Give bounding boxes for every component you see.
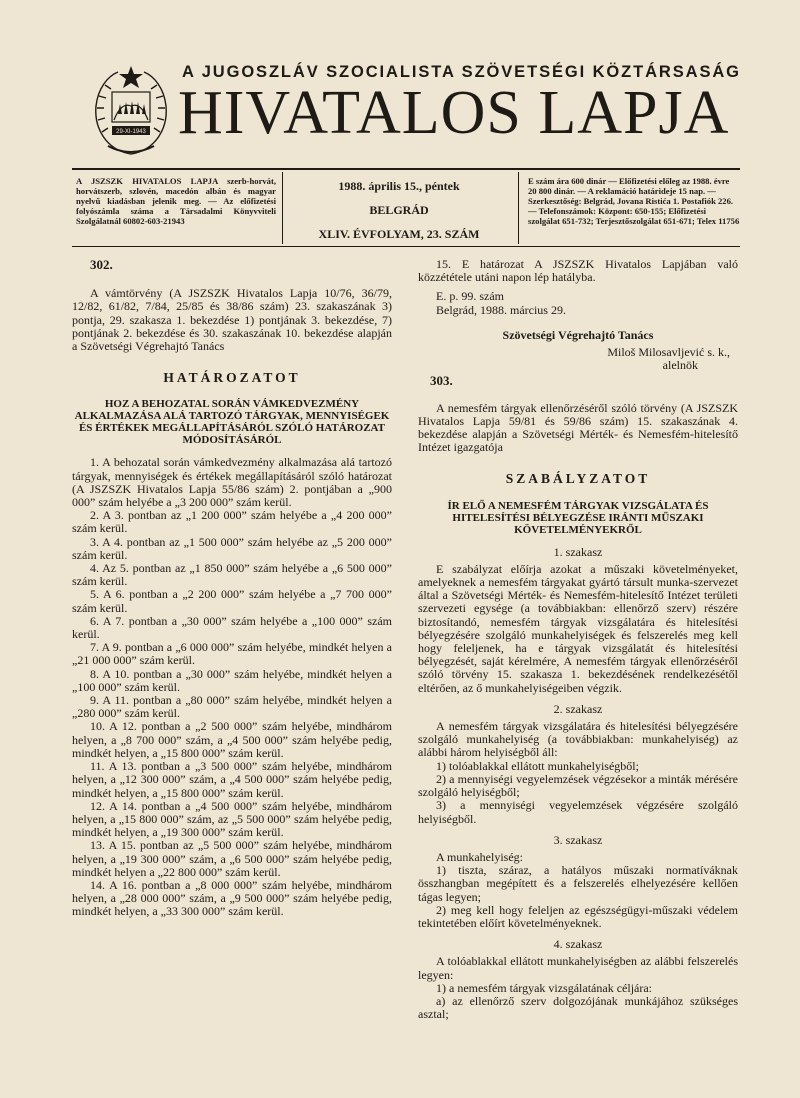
decree-heading: HATÁROZATOT: [163, 370, 301, 386]
decree-paragraph: 7. A 9. pontban a „6 000 000” szám helyébe, mindkét helyen a „21 000 000” szám kerül.: [72, 640, 392, 668]
issue-volume: XLIV. ÉVFOLYAM, 23. SZÁM: [318, 227, 480, 241]
section-title: 1. szakasz: [553, 544, 603, 559]
divider: [518, 172, 519, 244]
decree-intro: A vámtörvény (A JSZSZK Hivatalos Lapja 10/76, 36/79, 12/82, 61/82, 7/84, 25/85 és 38/86 szám) 23. szakaszának 3) pontja, 29. szakasza 1. bekezdése 1) pontjának 3. bekezdése, 7) pontjának 2. bekezdése és 30. szakaszának 10. bekezdése alapján a Szövetségi Végrehajtó Tanács: [72, 286, 392, 354]
decree-paragraph: 11. A 13. pontban a „3 500 000” szám helyébe, mindhárom helyen, a „12 300 000” szám, a „4 500 000” szám helyébe pedig, mindkét helyen, a „15 800 000” szám kerül.: [72, 759, 392, 800]
decree-paragraph: 2. A 3. pontban az „1 200 000” szám helyébe a „4 200 000” szám kerül.: [72, 508, 392, 536]
price-info: E szám ára 600 dinár — Előfizetési előleg az 1988. évre 20 800 dinár. — A reklamáció határideje 15 nap. — Szerkesztőség: Belgrád, Jovana Ristića 1. Postafiók 226. — Telefonszámok: Központ: 650-155; Előfizetési szolgálat 651-732; Terjesztőszolgálat 651-671; Telex 11756: [528, 176, 740, 226]
list-item: 3) a mennyiségi vegyelemzések végzésére szolgáló helyiségből.: [418, 798, 738, 826]
decree-number: 302.: [90, 257, 113, 272]
page-title: HIVATALOS LAPJA: [178, 79, 730, 147]
decree-paragraph: 6. A 7. pontban a „30 000” szám helyébe a „100 000” szám kerül.: [72, 613, 392, 642]
decree-paragraph: 4. Az 5. pontban az „1 850 000” szám helyébe a „6 500 000” szám kerül.: [72, 561, 392, 589]
list-item: 1) tolóablakkal ellátott munkahelyiségből;: [436, 758, 639, 773]
divider: [282, 172, 283, 244]
section-text: A nemesfém tárgyak vizsgálatára és hitelesítési bélyegzésére szolgáló munkahelyiség (a továbbiakban: munkahelyiség) az alábbi három helyiségből áll:: [418, 719, 738, 760]
section-title: 2. szakasz: [553, 701, 603, 716]
decree-paragraph: 13. A 15. pontban az „5 500 000” szám helyébe, mindhárom helyen, a „19 300 000” szám, a „6 500 000” szám helyébe pedig, mindkét helyen a „22 800 000” szám kerül.: [72, 838, 392, 879]
list-item: 2) meg kell hogy feleljen az egészségügyi-műszaki védelem tekintetében előírt követelményeknek.: [418, 902, 738, 930]
publication-info: A JSZSZK HIVATALOS LAPJA szerb-horvát, horvátszerb, szlovén, macedón albán és magyar nyelvű kiadásban jelenik meg. — Az előfizetési folyószámla száma a Társadalmi Könyvviteli Szolgálatnál 60802-603-21943: [76, 176, 276, 226]
section-text: E szabályzat előírja azokat a műszaki követelményeket, amelyeknek a nemesfém tárgyakat gyártó társult munka-szervezet által a Szövetségi Mérték- és Nemesfém-hitelesítő Intézet területi szervezeti egysége (a továbbiakban: ellenőrző szerv) részére biztosítandó, nemesfém tárgyak vizsgálatára és hitelesítési bélyegzésére szolgáló munkahelyiségek és felszerelés meg kell hogy feleljenek, ha e tárgyak vizsgálatát és hitelesítési bélyegzését, saját kérelmére, A nemesfém tárgyak ellenőrzéséről szóló törvény 15. szakasza 1. bekezdésének rendelkezésétől eltérően, az ő munkahelyiségeiben végzik.: [418, 561, 738, 695]
section-text: A tolóablakkal ellátott munkahelyiségben az alábbi felszerelés legyen:: [418, 954, 738, 982]
emblem-date: 29-XI-1943: [116, 129, 146, 135]
list-item: a) az ellenőrző szerv dolgozójának munkájához szükséges asztal;: [418, 993, 738, 1022]
decree-paragraph: 1. A behozatal során vámkedvezmény alkalmazása alá tartozó tárgyak, mennyiségek és értékek megállapításáról szóló határozat (A JSZSZK Hivatalos Lapja 55/86 szám) 2. pontjában a „900 000” szám helyébe a „3 200 000” szám kerül.: [72, 455, 392, 510]
list-item: 1) tiszta, száraz, a hatályos műszaki normatíváknak összhangban megépített és a felszerelés elhelyezésére kellően tágas legyen;: [418, 863, 738, 904]
place-date: Belgrád, 1988. március 29.: [436, 302, 566, 317]
header-rule-top: [72, 168, 740, 170]
issue-info: [290, 180, 508, 240]
decree-subheading: HOZ A BEHOZATAL SORÁN VÁMKEDVEZMÉNY ALKALMAZÁSA ALÁ TARTOZÓ TÁRGYAK, MENNYISÉGEK ÉS ÉRTÉKEK MEGÁLLAPÍTÁSÁRÓL SZÓLÓ HATÁROZAT MÓDOSÍTÁSÁRÓL: [74, 398, 390, 447]
regulation-number: 303.: [430, 373, 453, 389]
decree-paragraph: 15. E határozat A JSZSZK Hivatalos Lapjában való közzététele utáni napon lép hatályba.: [418, 257, 738, 285]
section-title: 3. szakasz: [553, 832, 603, 847]
decree-paragraph: 5. A 6. pontban a „2 200 000” szám helyébe a „7 700 000” szám kerül.: [72, 587, 392, 615]
regulation-heading: SZABÁLYZATOT: [505, 471, 651, 487]
issue-city: BELGRÁD: [369, 203, 429, 217]
signer-name: Miloš Milosavljević s. k.,: [607, 345, 730, 360]
section-title: 4. szakasz: [553, 937, 603, 952]
decree-paragraph: 14. A 16. pontban a „8 000 000” szám helyébe, mindhárom helyen, a „28 000 000” szám, a „9 500 000” szám helyébe pedig, mindkét helyen, a „33 300 000” szám kerül.: [72, 877, 392, 919]
regulation-subheading: ÍR ELŐ A NEMESFÉM TÁRGYAK VIZSGÁLATA ÉS HITELESÍTÉSI BÉLYEGZÉSE IRÁNTI MŰSZAKI KÖVETELMÉNYEKRŐL: [447, 499, 709, 536]
reference-number: E. p. 99. szám: [436, 289, 504, 304]
decree-paragraph: 12. A 14. pontban a „4 500 000” szám helyébe, mindhárom helyen, a „15 800 000” szám, az „5 500 000” szám helyébe pedig, mindkét helyen, a „19 300 000” szám kerül.: [72, 798, 392, 840]
decree-paragraph: 9. A 11. pontban a „80 000” szám helyébe, mindkét helyen a „280 000” szám kerül.: [72, 693, 392, 721]
regulation-intro: A nemesfém tárgyak ellenőrzéséről szóló törvény (A JSZSZK Hivatalos Lapja 59/81 és 59/86 szám) 15. szakaszának 4. bekezdése alapján a Szövetségi Mérték- és Nemesfém-hitelesítő Intézet igazgatója: [418, 400, 738, 455]
section-text: A munkahelyiség:: [436, 849, 523, 864]
state-emblem-icon: [88, 62, 174, 162]
decree-paragraph: 10. A 12. pontban a „2 500 000” szám helyébe, mindhárom helyen, a „8 700 000” szám, a „4 500 000” szám helyébe pedig, mindkét helyen, a „15 800 000” szám kerül.: [72, 719, 392, 760]
signer-role: alelnök: [662, 358, 698, 373]
decree-paragraph: 8. A 10. pontban a „30 000” szám helyébe, mindkét helyen a „100 000” szám kerül.: [72, 666, 392, 694]
header-rule-bottom: [72, 246, 740, 247]
supertitle: A JUGOSZLÁV SZOCIALISTA SZÖVETSÉGI KÖZTÁRSASÁG: [182, 63, 741, 81]
list-item: 2) a mennyiségi vegyelemzések végzésekor a minták mérésére szolgáló helyiségből;: [418, 771, 738, 800]
council-name: Szövetségi Végrehajtó Tanács: [502, 327, 654, 342]
list-item: 1) a nemesfém tárgyak vizsgálatának céljára:: [436, 980, 653, 995]
right-column: [418, 258, 738, 1021]
issue-date: 1988. április 15., péntek: [338, 179, 460, 193]
decree-paragraph: 3. A 4. pontban az „1 500 000” szám helyébe az „5 200 000” szám kerül.: [72, 534, 392, 562]
left-column: [72, 258, 392, 919]
